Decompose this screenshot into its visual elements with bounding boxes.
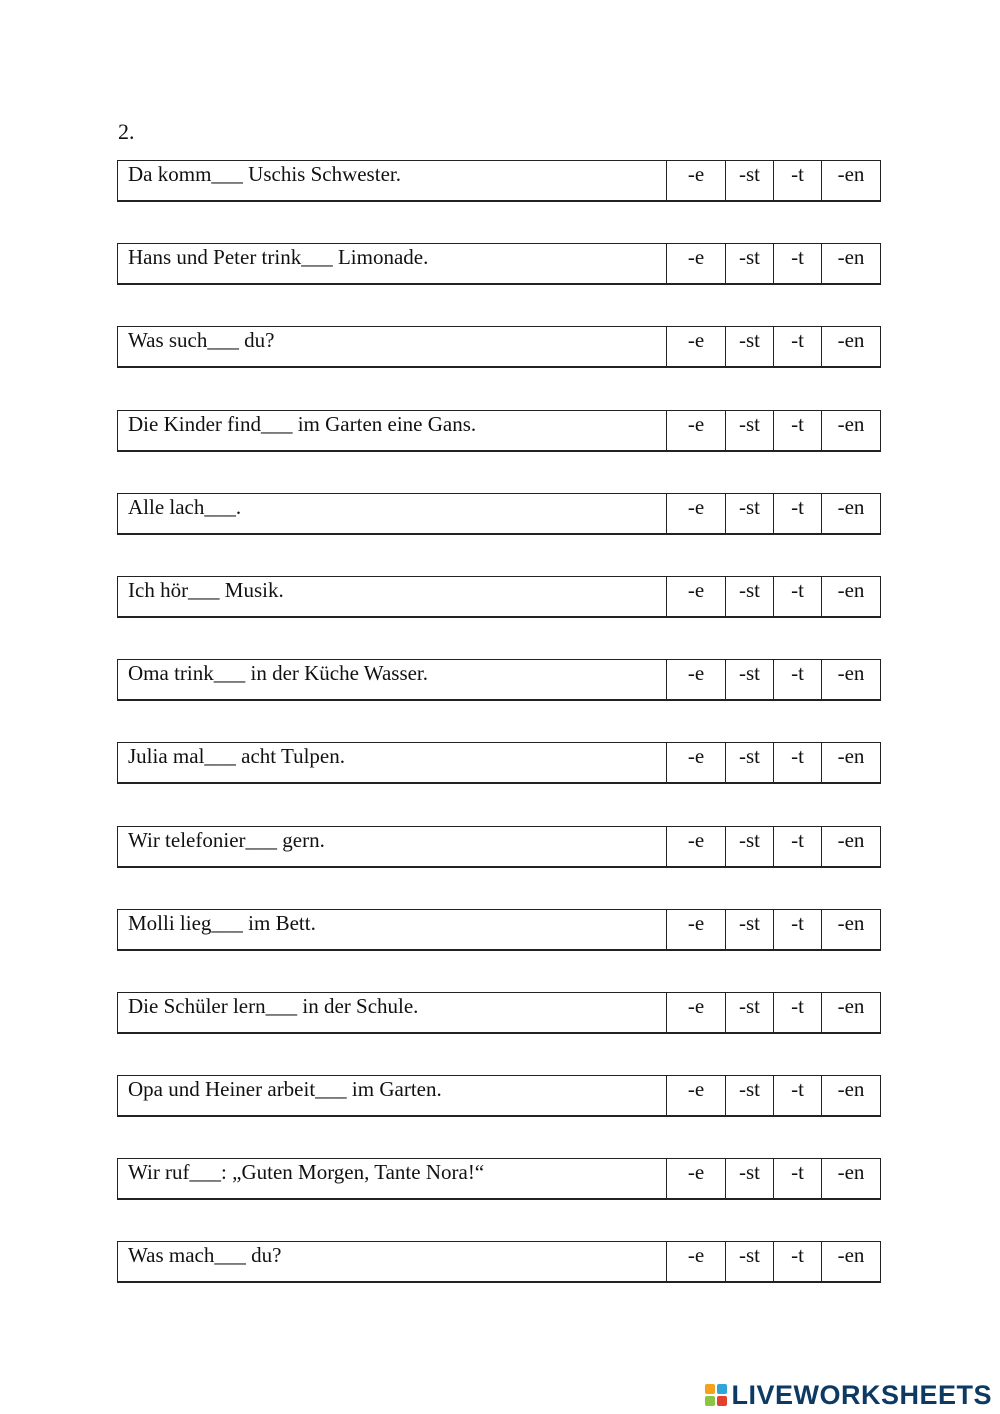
ending-option[interactable]: -e [667,1242,726,1281]
ending-option[interactable]: -st [726,660,774,699]
ending-option[interactable]: -t [774,910,822,949]
ending-option[interactable]: -t [774,161,822,200]
ending-option[interactable]: -st [726,494,774,533]
ending-option[interactable]: -t [774,577,822,616]
ending-option[interactable]: -en [837,744,865,769]
ending-option[interactable]: -e [667,1159,726,1198]
ending-option[interactable]: -e [667,993,726,1032]
ending-option[interactable]: -e [667,327,726,366]
ending-option[interactable]: -e [667,494,726,533]
sentence-text: Alle lach___. [118,494,667,533]
ending-option[interactable]: -e [667,743,726,782]
ending-option[interactable]: -e [667,161,726,200]
exercise-row [117,326,881,368]
sentence-text: Julia mal___ acht Tulpen. [118,743,667,782]
sentence-text: Molli lieg___ im Bett. [118,910,667,949]
ending-option[interactable]: -e [667,1076,726,1115]
liveworksheets-brand [705,1380,992,1410]
ending-option[interactable]: -t [774,494,822,533]
ending-option[interactable]: -t [774,743,822,782]
ending-option[interactable]: -st [726,827,774,866]
ending-option[interactable]: -st [726,244,774,283]
sentence-text: Die Kinder find___ im Garten eine Gans. [118,411,667,450]
ending-option[interactable]: -en [837,328,865,353]
ending-option[interactable]: -t [774,827,822,866]
ending-option[interactable]: -en [837,162,865,186]
ending-option[interactable]: -st [726,1159,774,1198]
brand-text: LIVEWORKSHEETS [731,1379,992,1410]
sentence-text: Da komm___ Uschis Schwester. [118,161,667,200]
ending-option[interactable]: -en [837,1160,865,1185]
ending-option[interactable]: -e [667,411,726,450]
liveworksheets-logo-icon [705,1384,727,1406]
ending-option[interactable]: -t [774,1242,822,1281]
ending-option[interactable]: -en [837,1077,865,1102]
ending-option[interactable]: -st [726,910,774,949]
exercise-row [117,1158,881,1200]
sentence-text: Oma trink___ in der Küche Wasser. [118,660,667,699]
ending-option[interactable]: -e [667,660,726,699]
exercise-row [117,992,881,1034]
ending-option[interactable]: -st [726,161,774,200]
exercise-rows [117,160,881,1325]
sentence-text: Die Schüler lern___ in der Schule. [118,993,667,1032]
ending-option[interactable]: -e [667,827,726,866]
exercise-row [117,243,881,285]
exercise-row [117,493,881,535]
ending-option[interactable]: -en [837,661,865,686]
exercise-number: 2. [118,119,135,144]
ending-option[interactable]: -st [726,577,774,616]
sentence-text: Wir telefonier___ gern. [118,827,667,866]
ending-option[interactable]: -en [837,411,865,436]
ending-option[interactable]: -t [774,660,822,699]
sentence-text: Was such___ du? [118,327,667,366]
ending-option[interactable]: -t [774,993,822,1032]
ending-option[interactable]: -t [774,1159,822,1198]
exercise-row [117,742,881,784]
sentence-text: Hans und Peter trink___ Limonade. [118,244,667,283]
ending-option[interactable]: -en [837,910,865,935]
sentence-text: Opa und Heiner arbeit___ im Garten. [118,1076,667,1115]
ending-option[interactable]: -t [774,327,822,366]
exercise-row [117,909,881,951]
ending-option[interactable]: -t [774,1076,822,1115]
ending-option[interactable]: -st [726,1076,774,1115]
sentence-text: Was mach___ du? [118,1242,667,1281]
ending-option[interactable]: -st [726,993,774,1032]
sentence-text: Wir ruf___: „Guten Morgen, Tante Nora!“ [118,1159,667,1198]
ending-option[interactable]: -e [667,910,726,949]
ending-option[interactable]: -st [726,327,774,366]
exercise-row [117,410,881,452]
ending-option[interactable]: -st [726,743,774,782]
ending-option[interactable]: -st [726,1242,774,1281]
ending-option[interactable]: -en [837,1243,865,1268]
ending-option[interactable]: -en [837,577,865,602]
exercise-row [117,160,881,202]
ending-option[interactable]: -en [837,993,865,1018]
exercise-row [117,826,881,868]
ending-option[interactable]: -en [837,494,865,519]
ending-option[interactable]: -t [774,411,822,450]
ending-option[interactable]: -t [774,244,822,283]
ending-option[interactable]: -en [837,827,865,852]
exercise-row [117,659,881,701]
exercise-row [117,576,881,618]
ending-option[interactable]: -st [726,411,774,450]
exercise-row [117,1075,881,1117]
ending-option[interactable]: -e [667,244,726,283]
ending-option[interactable]: -en [837,245,865,270]
exercise-row [117,1241,881,1283]
ending-option[interactable]: -e [667,577,726,616]
sentence-text: Ich hör___ Musik. [118,577,667,616]
